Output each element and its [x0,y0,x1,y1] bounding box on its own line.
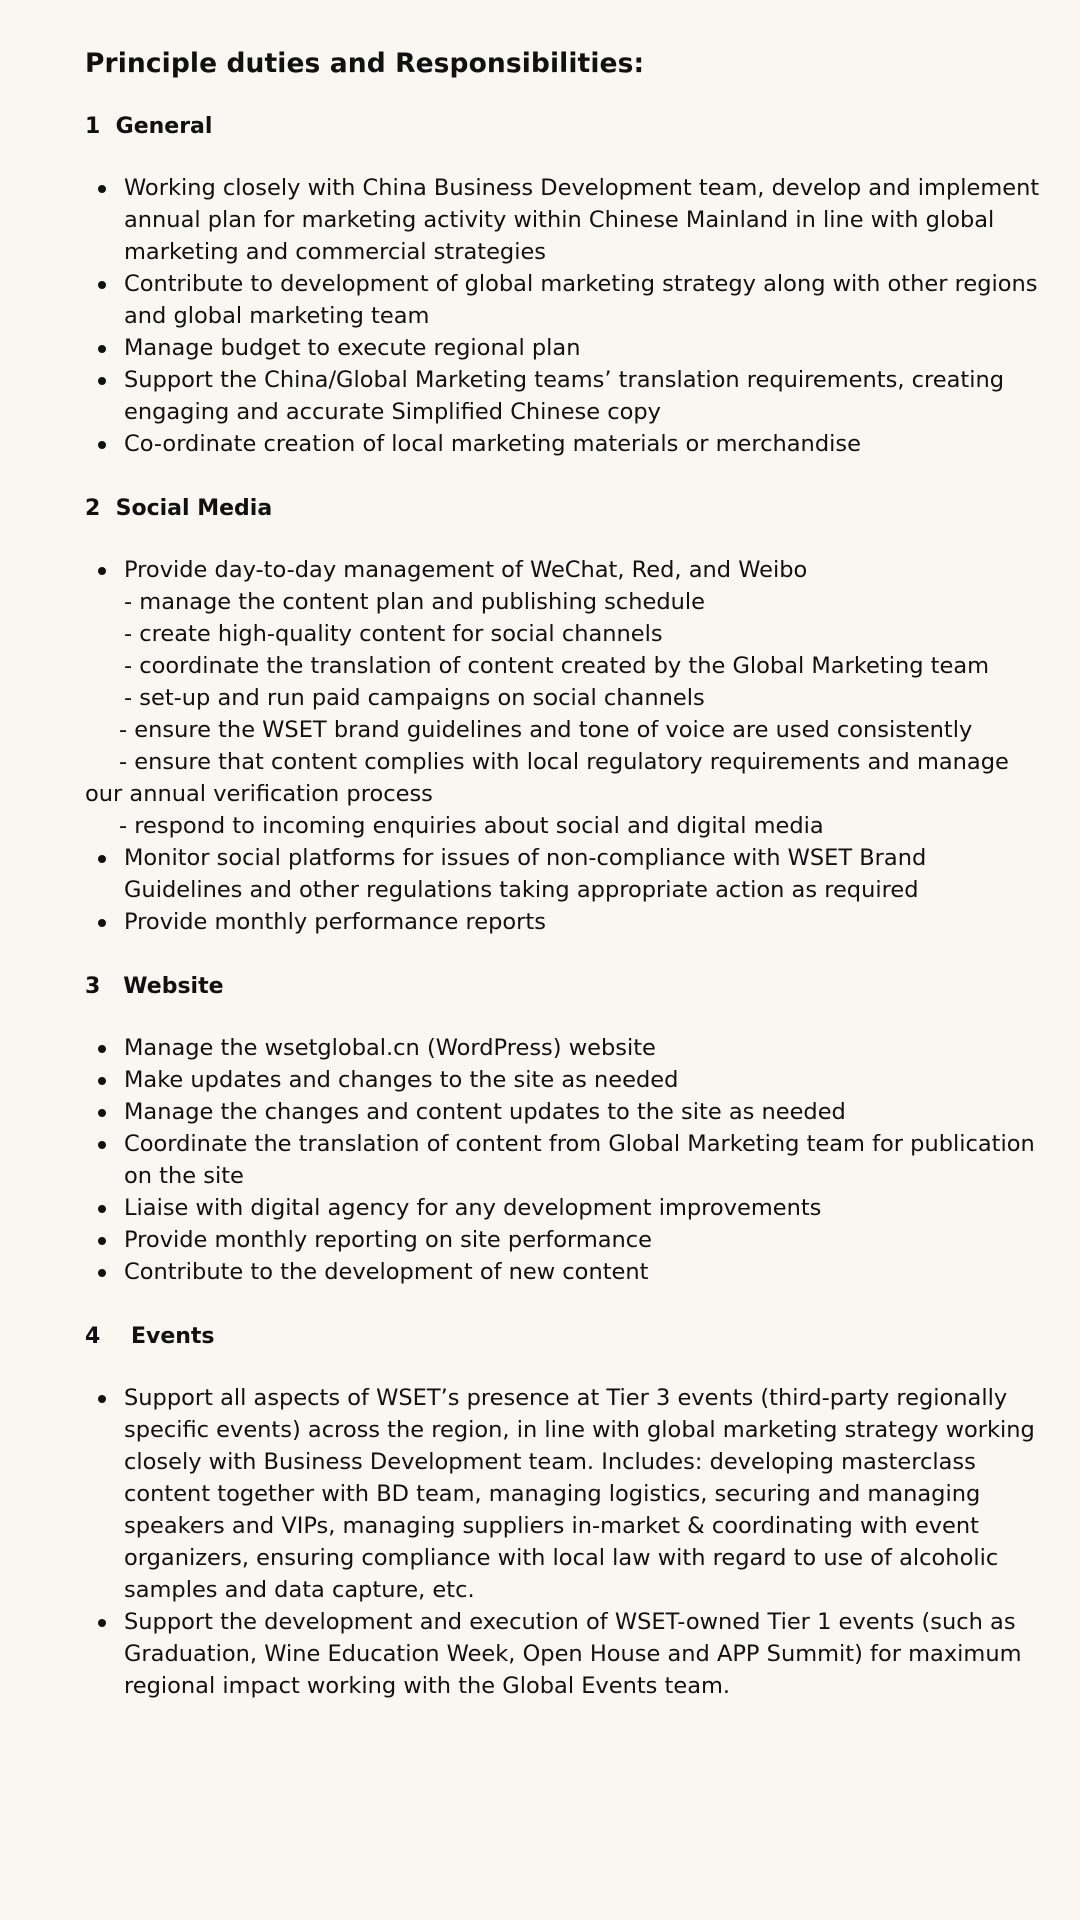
list-item: Support all aspects of WSET’s presence at Tier 3 events (third-party regionally specific events) across the region, in line with global marketing strategy working closely with Business Development team. Includes: developing masterclass content together with BD team, managing logistics, securing and managing speakers and VIPs, managing suppliers in-market & coordinating with event organizers, ensuring compliance with local law with regard to use of alcoholic samples and data capture, etc. [85,1382,1040,1606]
section-heading-events [85,1322,1040,1352]
list-item: Make updates and changes to the site as needed [85,1064,1040,1096]
list-item: Manage budget to execute regional plan [85,332,1040,364]
sub-item: - manage the content plan and publishing schedule [124,589,705,615]
section-title: Events [130,1324,215,1349]
sub-item: - coordinate the translation of content created by the Global Marketing team [124,653,990,679]
section-number: 3 [85,974,101,999]
page-title: Principle duties and Responsibilities: [85,48,645,79]
website-list [85,1032,1040,1288]
list-item: Provide monthly performance reports [85,906,1040,938]
list-item: Provide monthly reporting on site performance [85,1224,1040,1256]
events-list [85,1382,1040,1702]
sub-item: - set-up and run paid campaigns on social channels [124,685,705,711]
social-media-list-continued [85,842,1040,938]
list-item: Coordinate the translation of content from Global Marketing team for publication on the site [85,1128,1040,1192]
section-title: Website [123,974,224,999]
list-item: Contribute to the development of new content [85,1256,1040,1288]
social-media-list [85,554,1040,586]
section-number: 1 [85,114,101,139]
list-item: Manage the changes and content updates to the site as needed [85,1096,1040,1128]
sub-item: - create high-quality content for social channels [124,621,663,647]
general-list [85,172,1040,460]
sub-item: - ensure that content complies with local regulatory requirements and manage our annual verification process [85,749,1009,807]
list-item: Manage the wsetglobal.cn (WordPress) website [85,1032,1040,1064]
list-item: Monitor social platforms for issues of non-compliance with WSET Brand Guidelines and other regulations taking appropriate action as required [85,842,1040,906]
list-item: Contribute to development of global marketing strategy along with other regions and global marketing team [85,268,1040,332]
list-item-text: Provide day-to-day management of WeChat, Red, and Weibo [124,557,808,583]
sub-item: - respond to incoming enquiries about social and digital media [119,813,824,839]
section-title: General [115,114,213,139]
section-title: Social Media [115,496,273,521]
section-heading-social-media [85,494,1040,524]
sub-item: - ensure the WSET brand guidelines and tone of voice are used consistently [119,717,973,743]
section-heading-general [85,112,1040,142]
list-item: Support the development and execution of WSET-owned Tier 1 events (such as Graduation, Wine Education Week, Open House and APP Summit) for maximum regional impact working with the Global Events team. [85,1606,1040,1702]
section-heading-website [85,972,1040,1002]
list-item: Working closely with China Business Development team, develop and implement annual plan for marketing activity within Chinese Mainland in line with global marketing and commercial strategies [85,172,1040,268]
list-item [85,554,1040,586]
section-number: 2 [85,496,101,521]
list-item: Support the China/Global Marketing teams’ translation requirements, creating engaging and accurate Simplified Chinese copy [85,364,1040,428]
list-item: Liaise with digital agency for any development improvements [85,1192,1040,1224]
section-number: 4 [85,1324,101,1349]
social-media-sub-items [85,586,1040,842]
list-item: Co-ordinate creation of local marketing materials or merchandise [85,428,1040,460]
